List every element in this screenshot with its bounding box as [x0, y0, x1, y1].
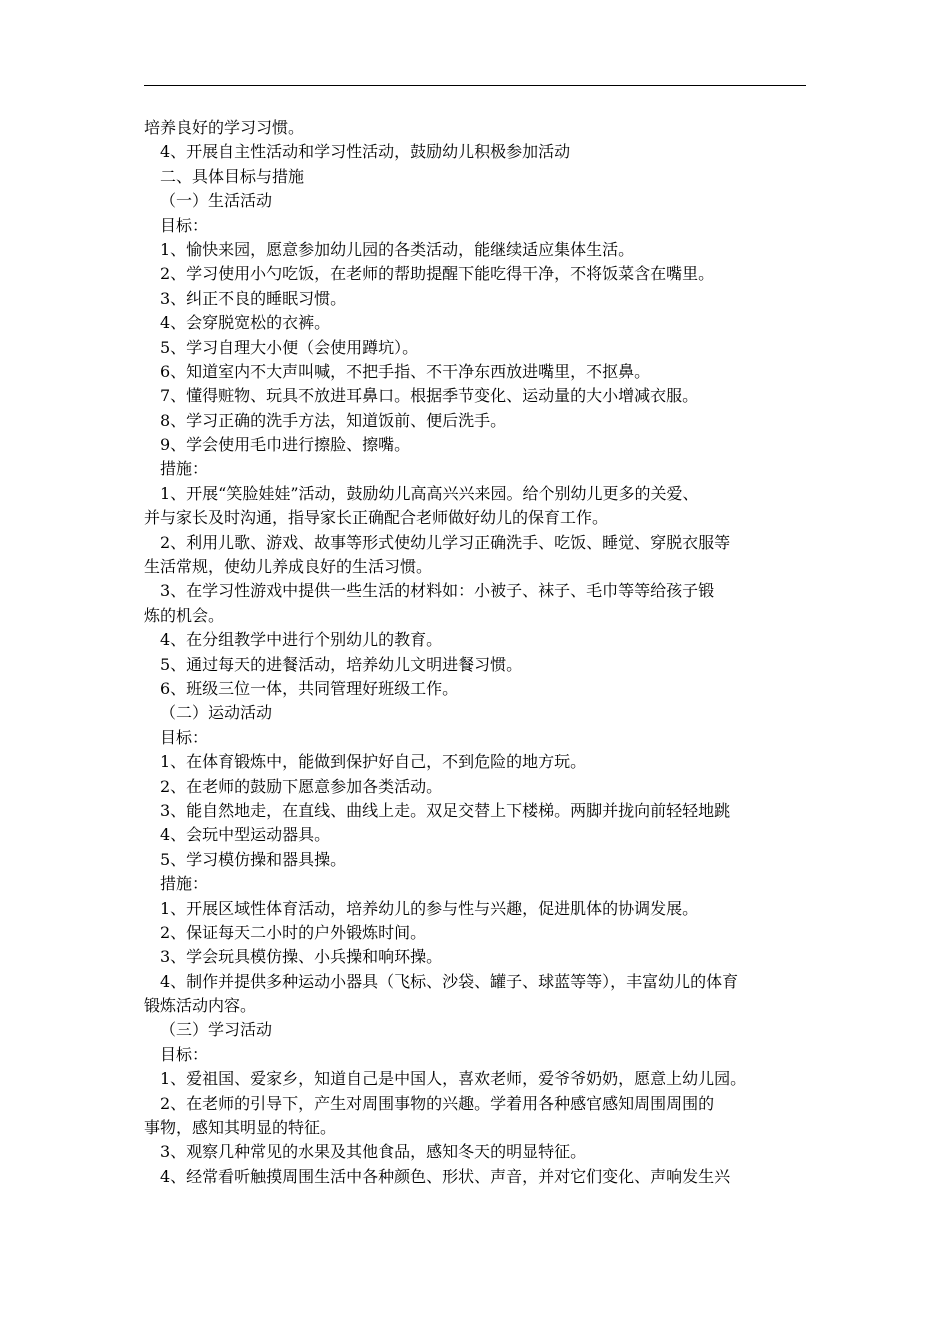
- text-line: 4、开展自主性活动和学习性活动，鼓励幼儿积极参加活动: [160, 142, 571, 162]
- text-line: （三）学习活动: [160, 1020, 273, 1040]
- text-line: 4、经常看听触摸周围生活中各种颜色、形状、声音，并对它们变化、声响发生兴: [160, 1166, 731, 1186]
- text-line: 并与家长及时沟通，指导家长正确配合老师做好幼儿的保育工作。: [144, 508, 609, 528]
- text-line: 炼的机会。: [144, 605, 225, 625]
- text-line: （二）运动活动: [160, 703, 273, 723]
- text-line: 措施：: [160, 874, 209, 894]
- text-line: 4、会玩中型运动器具。: [160, 825, 331, 845]
- text-line: 4、制作并提供多种运动小器具（飞标、沙袋、罐子、球蓝等等），丰富幼儿的体育: [160, 971, 739, 991]
- text-line: 3、学会玩具模仿操、小兵操和响环操。: [160, 947, 443, 967]
- header-rule: [144, 85, 806, 86]
- text-line: 3、观察几种常见的水果及其他食品，感知冬天的明显特征。: [160, 1142, 587, 1162]
- text-line: 2、保证每天二小时的户外锻炼时间。: [160, 922, 427, 942]
- text-line: 1、开展“笑脸娃娃”活动，鼓励幼儿高高兴兴来园。给个别幼儿更多的关爱、: [160, 483, 699, 503]
- text-line: 4、在分组教学中进行个别幼儿的教育。: [160, 630, 443, 650]
- text-line: 3、在学习性游戏中提供一些生活的材料如：小被子、袜子、毛巾等等给孩子锻: [160, 581, 715, 601]
- text-line: 1、愉快来园，愿意参加幼儿园的各类活动，能继续适应集体生活。: [160, 239, 635, 259]
- text-line: 6、知道室内不大声叫喊，不把手指、不干净东西放进嘴里，不抠鼻。: [160, 361, 651, 381]
- text-line: 目标：: [160, 215, 209, 235]
- text-line: 1、开展区域性体育活动，培养幼儿的参与性与兴趣，促进肌体的协调发展。: [160, 898, 699, 918]
- text-line: 目标：: [160, 1044, 209, 1064]
- text-line: 事物，感知其明显的特征。: [144, 1118, 337, 1138]
- text-line: 5、通过每天的进餐活动，培养幼儿文明进餐习惯。: [160, 654, 523, 674]
- text-line: 5、学习自理大小便（会使用蹲坑）。: [160, 337, 419, 357]
- text-line: 1、爱祖国、爱家乡，知道自己是中国人，喜欢老师，爱爷爷奶奶，愿意上幼儿园。: [160, 1069, 747, 1089]
- text-line: 措施：: [160, 459, 209, 479]
- text-line: 2、在老师的鼓励下愿意参加各类活动。: [160, 776, 443, 796]
- text-line: （一）生活活动: [160, 191, 273, 211]
- text-line: 生活常规，使幼儿养成良好的生活习惯。: [144, 557, 433, 577]
- text-line: 4、会穿脱宽松的衣裤。: [160, 313, 331, 333]
- text-line: 9、学会使用毛巾进行擦脸、擦嘴。: [160, 435, 411, 455]
- text-line: 3、能自然地走，在直线、曲线上走。双足交替上下楼梯。两脚并拢向前轻轻地跳: [160, 800, 731, 820]
- text-line: 目标：: [160, 727, 209, 747]
- text-line: 2、在老师的引导下，产生对周围事物的兴趣。学着用各种感官感知周围周围的: [160, 1093, 715, 1113]
- text-line: 1、在体育锻炼中，能做到保护好自己，不到危险的地方玩。: [160, 752, 587, 772]
- text-line: 8、学习正确的洗手方法，知道饭前、便后洗手。: [160, 410, 507, 430]
- text-line: 二、具体目标与措施: [160, 166, 305, 186]
- text-line: 2、利用儿歌、游戏、故事等形式使幼儿学习正确洗手、吃饭、睡觉、穿脱衣服等: [160, 532, 731, 552]
- text-line: 培养良好的学习习惯。: [144, 118, 305, 137]
- text-line: 3、纠正不良的睡眠习惯。: [160, 288, 347, 308]
- text-line: 2、学习使用小勺吃饭，在老师的帮助提醒下能吃得干净，不将饭菜含在嘴里。: [160, 264, 715, 284]
- text-line: 6、班级三位一体，共同管理好班级工作。: [160, 678, 459, 698]
- document-body: [144, 116, 810, 1189]
- text-line: 5、学习模仿操和器具操。: [160, 849, 347, 869]
- text-line: 7、懂得赃物、玩具不放进耳鼻口。根据季节变化、运动量的大小增减衣服。: [160, 386, 699, 406]
- text-line: 锻炼活动内容。: [144, 996, 257, 1016]
